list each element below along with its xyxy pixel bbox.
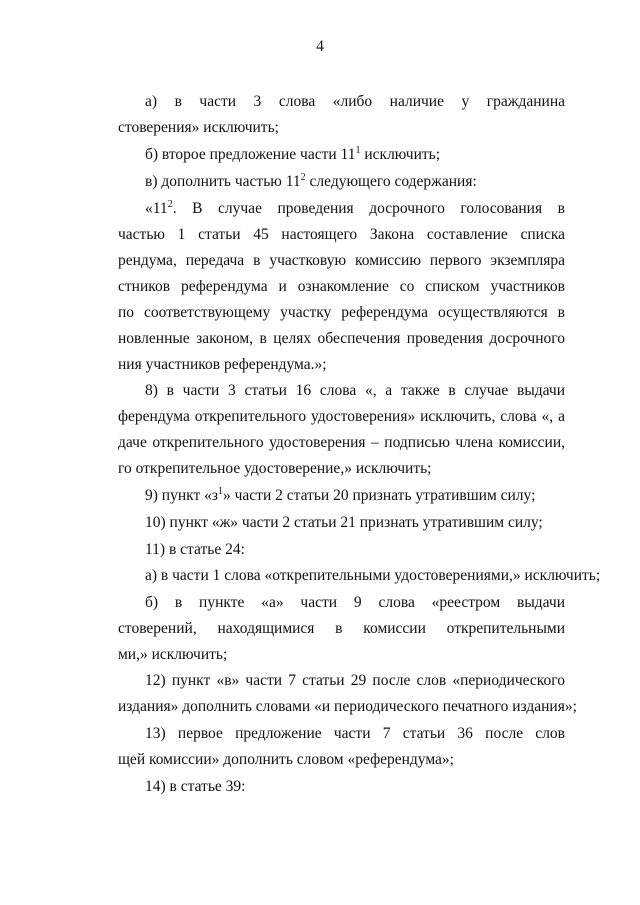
page-number: 4	[316, 38, 324, 55]
